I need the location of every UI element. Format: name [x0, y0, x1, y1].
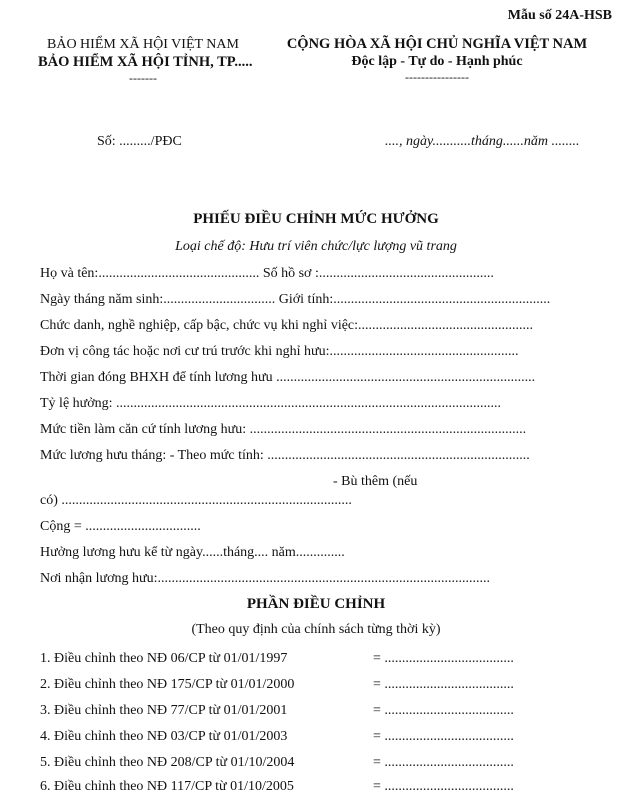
- adjustment-note: (Theo quy định của chính sách từng thời kỳ): [191, 622, 441, 637]
- field-extra: - Bù thêm (nếu: [333, 474, 418, 489]
- nation-separator: ----------------: [405, 70, 469, 84]
- field-unit: Đơn vị công tác hoặc nơi cư trú trước khi nghỉ hưu:......................................................: [40, 344, 519, 359]
- adjustment-item-value: = .....................................: [373, 729, 514, 744]
- agency-province: BẢO HIỂM XÃ HỘI TỈNH, TP.....: [38, 54, 253, 70]
- adjustment-item-label: 5. Điều chỉnh theo NĐ 208/CP từ 01/10/2004: [40, 755, 295, 770]
- field-dob: Ngày tháng năm sinh:................................ Giới tính:..............................................................: [40, 292, 551, 307]
- field-base-salary: Mức tiền làm căn cứ tính lương hưu: ...............................................................................: [40, 422, 527, 437]
- nation-header: [262, 36, 612, 83]
- adjustment-item-label: 4. Điều chỉnh theo NĐ 03/CP từ 01/01/2003: [40, 729, 288, 744]
- adjustment-item-value: = .....................................: [373, 703, 514, 718]
- adjustment-item-label: 2. Điều chỉnh theo NĐ 175/CP từ 01/01/2000: [40, 677, 295, 692]
- field-total: Cộng = .................................: [40, 519, 201, 534]
- field-extra-cont: có) ...................................................................................: [40, 493, 352, 508]
- agency-header: [38, 36, 253, 85]
- page-subtitle: Loại chế độ: Hưu trí viên chức/lực lượng vũ trang: [175, 239, 457, 254]
- adjustment-item-label: 6. Điều chỉnh theo NĐ 117/CP từ 01/10/2005: [40, 779, 294, 794]
- field-rate: Tỷ lệ hưởng: ..............................................................................................................: [40, 396, 502, 411]
- adjustment-item-value: = .....................................: [373, 755, 514, 770]
- field-start-date: Hưởng lương hưu kể từ ngày......tháng.... năm..............: [40, 545, 345, 560]
- adjustment-item-label: 1. Điều chỉnh theo NĐ 06/CP từ 01/01/1997: [40, 651, 288, 666]
- nation-motto: Độc lập - Tự do - Hạnh phúc: [351, 54, 523, 69]
- field-monthly-pension: Mức lương hưu tháng: - Theo mức tính: ...........................................................................: [40, 448, 530, 463]
- field-position: Chức danh, nghề nghiệp, cấp bậc, chức vụ khi nghỉ việc:..................................................: [40, 318, 534, 333]
- field-insurance-time: Thời gian đóng BHXH để tính lương hưu ..........................................................................: [40, 370, 536, 385]
- field-receive-place: Nơi nhận lương hưu:...............................................................................................: [40, 571, 490, 586]
- document-number: Số: ........./PĐC: [97, 134, 182, 149]
- page-title: PHIẾU ĐIỀU CHỈNH MỨC HƯỞNG: [193, 211, 439, 227]
- adjustment-heading: PHẦN ĐIỀU CHỈNH: [246, 596, 386, 612]
- nation-name: CỘNG HÒA XÃ HỘI CHỦ NGHĨA VIỆT NAM: [286, 36, 588, 52]
- document-date: ...., ngày...........tháng......năm ........: [385, 134, 580, 149]
- agency-separator: -------: [129, 71, 157, 85]
- form-number: Mẫu số 24A-HSB: [507, 8, 612, 23]
- adjustment-item-value: = .....................................: [373, 779, 514, 794]
- adjustment-item-value: = .....................................: [373, 651, 514, 666]
- field-name: Họ và tên:.............................................. Số hồ sơ :..................................................: [40, 266, 494, 281]
- adjustment-item-value: = .....................................: [373, 677, 514, 692]
- adjustment-item-label: 3. Điều chỉnh theo NĐ 77/CP từ 01/01/2001: [40, 703, 288, 718]
- agency-name: BẢO HIỂM XÃ HỘI VIỆT NAM: [47, 37, 239, 52]
